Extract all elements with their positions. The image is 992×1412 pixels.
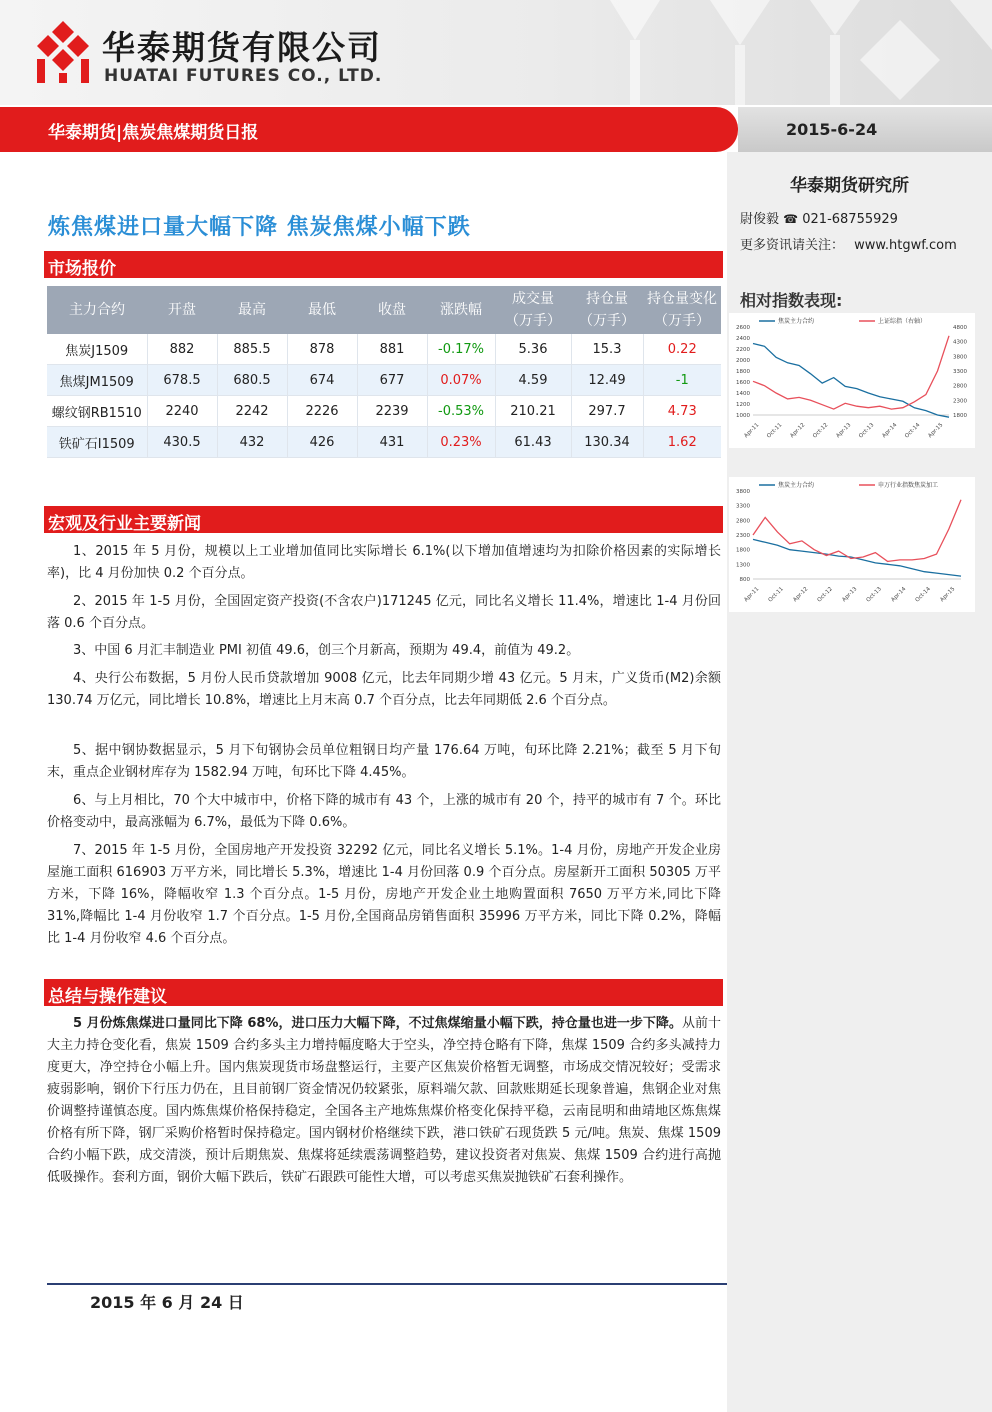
chart1-y2-tick-label: 1800	[953, 413, 967, 419]
quote-header-cell: 开盘	[147, 286, 217, 334]
chart1-x-tick-label: Apr-15	[927, 422, 945, 440]
quote-cell: 4.59	[495, 365, 571, 396]
chart1-x-tick-label: Apr-14	[881, 422, 899, 440]
analyst-phone: 021-68755929	[802, 212, 898, 227]
quote-cell: 677	[357, 365, 427, 396]
quote-cell: 0.07%	[427, 365, 495, 396]
index-performance-title: 相对指数表现:	[740, 291, 843, 310]
news-item: 6、与上月相比，70 个大中城市中，价格下降的城市有 43 个，上涨的城市有 20 个，持平的城市有 7 个。环比价格变动中，最高涨幅为 6.7%，最低为下降 0.6%。	[47, 793, 721, 830]
quote-table-header	[47, 286, 721, 334]
chart1-y-tick-label: 1000	[736, 413, 750, 419]
quote-cell: 680.5	[217, 365, 287, 396]
quote-row	[47, 427, 721, 458]
more-info	[740, 234, 957, 253]
chart2-x-tick-label: Apr-13	[841, 586, 859, 604]
quote-cell: 210.21	[495, 396, 571, 427]
chart1-x-tick-label: Oct-11	[766, 422, 784, 440]
chart2-x-tick-label: Apr-14	[890, 586, 908, 604]
news-item: 5、据中钢协数据显示，5 月下旬钢协会员单位粗钢日均产量 176.64 万吨，旬环比降 2.21%；截至 5 月下旬末，重点企业钢材库存为 1582.94 万吨，旬环比下降 4.45%。	[47, 743, 721, 780]
contract-name: 焦炭J1509	[47, 334, 147, 365]
quote-cell: 130.34	[571, 427, 643, 458]
chart1-y2-tick-label: 4300	[953, 339, 967, 346]
quote-cell: 4.73	[643, 396, 721, 427]
chart1-x-tick-label: Oct-13	[858, 422, 876, 440]
chart2-x-tick-label: Oct-11	[767, 586, 785, 604]
quote-cell: 61.43	[495, 427, 571, 458]
chart1-legend-label: 上证综指（右轴）	[878, 318, 927, 325]
summary-paragraph	[47, 1013, 721, 1189]
quote-cell: -1	[643, 365, 721, 396]
quote-cell: 674	[287, 365, 357, 396]
chart2-series-line	[753, 500, 961, 562]
quote-row	[47, 396, 721, 427]
chart1-y-tick-label: 2200	[736, 347, 750, 353]
coke-vs-sse-chart	[729, 313, 975, 448]
chart1-x-tick-label: Oct-14	[904, 422, 922, 440]
chart2-y-tick-label: 3800	[736, 489, 750, 495]
quote-cell: 2242	[217, 396, 287, 427]
quote-cell: 5.36	[495, 334, 571, 365]
quote-cell: 432	[217, 427, 287, 458]
quote-table	[47, 286, 721, 458]
chart1-y-tick-label: 2400	[736, 336, 750, 342]
quote-cell: -0.53%	[427, 396, 495, 427]
chart1-series-line	[753, 344, 949, 418]
quote-header-cell: 持仓量 （万手）	[571, 286, 643, 334]
quote-cell: -0.17%	[427, 334, 495, 365]
quote-header-cell: 最低	[287, 286, 357, 334]
quote-header-cell: 成交量 （万手）	[495, 286, 571, 334]
company-name-en: HUATAI FUTURES CO., LTD.	[104, 66, 383, 86]
quote-cell: 431	[357, 427, 427, 458]
chart1-y2-tick-label: 4800	[953, 325, 967, 331]
chart1-y2-tick-label: 3800	[953, 354, 967, 361]
chart2-x-tick-label: Apr-12	[792, 586, 810, 604]
quote-cell: 882	[147, 334, 217, 365]
chart2-y-tick-label: 2300	[736, 533, 750, 539]
summary-section-title: 总结与操作建议	[48, 987, 167, 1007]
quote-cell: 12.49	[571, 365, 643, 396]
chart1-x-tick-label: Apr-12	[789, 422, 807, 440]
header-decoration	[600, 0, 992, 105]
report-date: 2015-6-24	[786, 120, 878, 139]
quote-cell: 426	[287, 427, 357, 458]
quote-cell: 2240	[147, 396, 217, 427]
quote-row	[47, 334, 721, 365]
chart1-y-tick-label: 1200	[736, 402, 750, 408]
phone-icon: ☎	[783, 212, 799, 226]
quote-cell: 885.5	[217, 334, 287, 365]
more-info-label: 更多资讯请关注：	[740, 238, 845, 253]
chart1-y-tick-label: 2000	[736, 358, 750, 364]
news-item: 4、央行公布数据，5 月份人民币贷款增加 9008 亿元，比去年同期少增 43 亿元。5 月末，广义货币(M2)余额 130.74 万亿元，同比增长 10.8%，增速比上月末高 0.7 个百分点，比去年同期低 2.6 个百分点。	[47, 671, 721, 708]
headline: 炼焦煤进口量大幅下降 焦炭焦煤小幅下跌	[48, 215, 471, 240]
summary-lead: 5 月份炼焦煤进口量同比下降 68%，进口压力大幅下降，不过焦煤缩量小幅下跌，持仓量也进一步下降。	[73, 1016, 682, 1031]
chart2-x-tick-label: Oct-13	[865, 586, 883, 604]
footer-divider	[47, 1283, 727, 1285]
chart2-x-tick-label: Apr-15	[939, 586, 957, 604]
market-section-bar	[44, 251, 723, 278]
quote-header-cell: 最高	[217, 286, 287, 334]
coke-vs-sector-chart	[729, 477, 975, 612]
analyst-contact	[740, 208, 898, 227]
chart1-y2-tick-label: 2800	[953, 383, 967, 390]
chart1-x-tick-label: Apr-13	[835, 422, 853, 440]
quote-cell: 878	[287, 334, 357, 365]
quote-cell: 2226	[287, 396, 357, 427]
quote-header-cell: 收盘	[357, 286, 427, 334]
summary-body: 从前十大主力持仓变化看，焦炭 1509 合约多头主力增持幅度略大于空头，净空持仓略有下降，焦煤 1509 合约多头减持力度更大，净空持仓小幅上升。国内焦炭现货市场盘整运行，主要产区焦炭价格暂无调整，市场成交情况较好；受需求疲弱影响，钢价下行压力仍在，且目前钢厂资金情况仍较紧张，原料端欠款、回款账期延长现象普遍，焦钢企业对焦价调整持谨慎态度。国内炼焦煤价格保持稳定，全国各主产地炼焦煤价格变化保持平稳，云南昆明和曲靖地区炼焦煤价格有所下降，钢厂采购价格暂时保持稳定。国内钢材价格继续下跌，港口铁矿石现货跌 5 元/吨。焦炭、焦煤 1509 合约小幅下跌，成交清淡，预计后期焦炭、焦煤将延续震荡调整趋势，建议投资者对焦炭、焦煤 1509 合约进行高抛低吸操作。套利方面，钢价大幅下跌后，铁矿石跟跌可能性大增，可以考虑买焦炭抛铁矿石套利操作。	[47, 1016, 721, 1185]
contract-name: 铁矿石I1509	[47, 427, 147, 458]
footer-date: 2015 年 6 月 24 日	[90, 1293, 244, 1312]
contract-name: 焦煤JM1509	[47, 365, 147, 396]
quote-cell: 430.5	[147, 427, 217, 458]
quote-cell: 881	[357, 334, 427, 365]
quote-cell: 1.62	[643, 427, 721, 458]
quote-cell: 0.23%	[427, 427, 495, 458]
quote-cell: 0.22	[643, 334, 721, 365]
quote-cell: 2239	[357, 396, 427, 427]
chart1-y-tick-label: 2600	[736, 325, 750, 331]
chart2-y-tick-label: 1800	[736, 547, 750, 554]
quote-cell: 678.5	[147, 365, 217, 396]
chart2-y-tick-label: 800	[739, 577, 750, 583]
chart1-y-tick-label: 1600	[736, 380, 750, 386]
report-title: 华泰期货|焦炭焦煤期货日报	[48, 123, 259, 143]
market-section-title: 市场报价	[48, 259, 116, 279]
chart2-y-tick-label: 2800	[736, 518, 750, 525]
news-item: 2、2015 年 1-5 月份，全国固定资产投资(不含农户)171245 亿元，同比名义增长 11.4%，增速比 1-4 月份回落 0.6 个百分点。	[47, 594, 721, 631]
news-section-title: 宏观及行业主要新闻	[48, 514, 201, 534]
quote-header-cell: 持仓量变化 （万手）	[643, 286, 721, 334]
chart1-x-tick-label: Oct-12	[812, 422, 830, 440]
institute-name: 华泰期货研究所	[790, 176, 909, 196]
news-item: 1、2015 年 5 月份，规模以上工业增加值同比实际增长 6.1%(以下增加值增速均为扣除价格因素的实际增长率)，比 4 月份加快 0.2 个百分点。	[47, 544, 721, 581]
chart2-legend-label: 焦炭主力合约	[778, 482, 815, 489]
chart2-x-tick-label: Oct-12	[816, 586, 834, 604]
chart1-y-tick-label: 1400	[736, 391, 750, 397]
company-logo-icon	[34, 19, 92, 85]
chart2-legend-label: 申万行业指数焦炭加工	[878, 482, 939, 489]
chart2-y-tick-label: 3300	[736, 503, 750, 510]
quote-cell: 15.3	[571, 334, 643, 365]
chart1-legend-label: 焦炭主力合约	[778, 318, 815, 325]
quote-header-cell: 涨跌幅	[427, 286, 495, 334]
contract-name: 螺纹钢RB1510	[47, 396, 147, 427]
news-item: 3、中国 6 月汇丰制造业 PMI 初值 49.6，创三个月新高，预期为 49.4，前值为 49.2。	[73, 643, 580, 658]
chart2-x-tick-label: Oct-14	[914, 586, 932, 604]
analyst-name: 尉俊毅	[740, 212, 780, 227]
news-item: 7、2015 年 1-5 月份，全国房地产开发投资 32292 亿元，同比名义增长 5.1%。1-4 月份，房地产开发企业房屋施工面积 616903 万平方米，同比增长 5.3%，增速比 1-4 月份回落 0.9 个百分点。房屋新开工面积 50305 万平方米，下降 16%，降幅收窄 1.3 个百分点。1-5 月份，房地产开发企业土地购置面积 7650 万平方米,同比下降 31%,降幅比 1-4 月份收窄 1.7 个百分点。1-5 月份,全国商品房销售面积 35996 万平方米，同比下降 0.2%，降幅比 1-4 月份收窄 4.6 个百分点。	[47, 843, 721, 946]
website-link[interactable]: www.htgwf.com	[854, 238, 957, 253]
company-name-cn: 华泰期货有限公司	[102, 28, 382, 67]
chart1-y2-tick-label: 3300	[953, 369, 967, 375]
chart1-y-tick-label: 1800	[736, 369, 750, 375]
chart1-x-tick-label: Apr-11	[743, 422, 761, 440]
chart1-series-line	[753, 336, 949, 409]
chart2-x-tick-label: Apr-11	[743, 586, 761, 604]
chart1-y2-tick-label: 2300	[953, 398, 967, 405]
chart2-y-tick-label: 1300	[736, 562, 750, 569]
quote-cell: 297.7	[571, 396, 643, 427]
quote-row	[47, 365, 721, 396]
quote-header-cell: 主力合约	[47, 286, 147, 334]
